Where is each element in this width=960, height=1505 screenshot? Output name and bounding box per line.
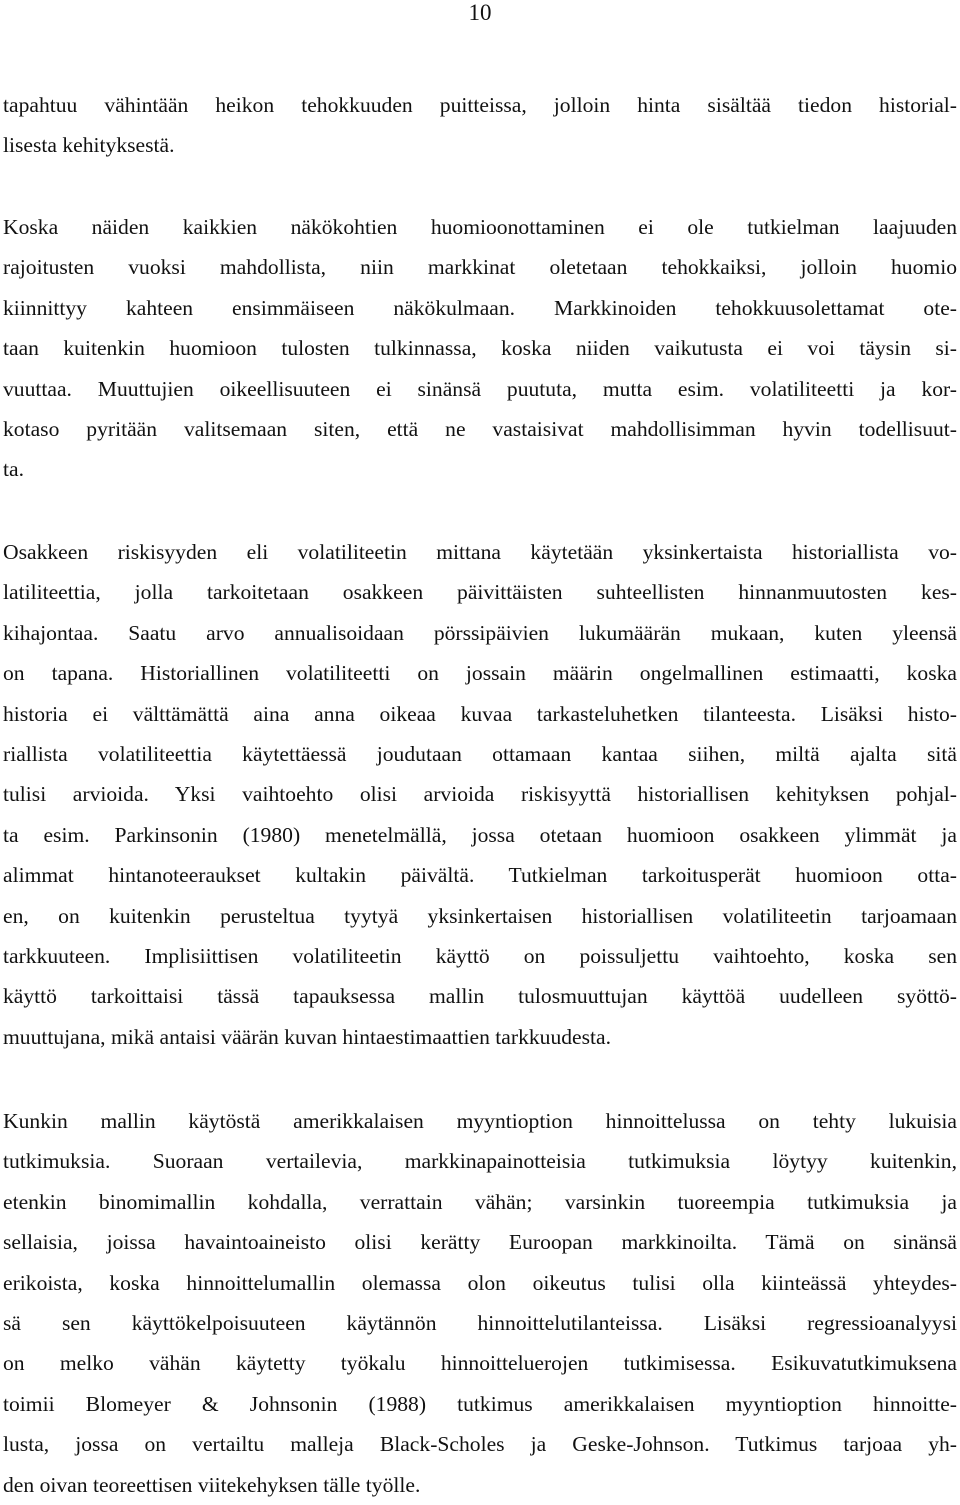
text-line: vuuttaa. Muuttujien oikeellisuuteen ei sinänsä puututa, mutta esim. volatiliteetti ja kor- bbox=[3, 376, 957, 401]
paragraph-1 bbox=[3, 85, 957, 166]
text-line: sellaisia, joissa havaintoaineisto olisi kerätty Euroopan markkinoilta. Tämä on sinänsä bbox=[3, 1230, 957, 1255]
text-line: kiinnittyy kahteen ensimmäiseen näkökulmaan. Markkinoiden tehokkuusolettamat ote- bbox=[3, 295, 957, 320]
text-line: Koska näiden kaikkien näkökohtien huomioonottaminen ei ole tutkielman laajuuden bbox=[3, 215, 957, 239]
text-line: on tapana. Historiallinen volatiliteetti on jossain määrin ongelmallinen estimaatti, koska bbox=[3, 661, 957, 686]
text-line: taan kuitenkin huomioon tulosten tulkinnassa, koska niiden vaikutusta ei voi täysin si- bbox=[3, 336, 957, 361]
text-line: latiliteettia, jolla tarkoitetaan osakkeen päivittäisten suhteellisten hinnanmuutosten kes- bbox=[3, 580, 957, 605]
text-line: kihajontaa. Saatu arvo annualisoidaan pörssipäivien lukumäärän mukaan, kuten yleensä bbox=[3, 620, 957, 645]
page-number: 10 bbox=[468, 0, 492, 25]
text-line: lusta, jossa on vertailtu malleja Black-Scholes ja Geske-Johnson. Tutkimus tarjoaa yh- bbox=[3, 1432, 957, 1457]
text-line: den oivan teoreettisen viitekehyksen tälle työlle. bbox=[3, 1472, 421, 1497]
text-line: kotaso pyritään valitsemaan siten, että ne vastaisivat mahdollisimman hyvin todellisuut- bbox=[3, 417, 957, 442]
text-line: lisesta kehityksestä. bbox=[3, 133, 175, 158]
text-line: käyttö tarkoittaisi tässä tapauksessa mallin tulosmuuttujan käyttöä uudelleen syöttö- bbox=[3, 984, 957, 1009]
text-line: etenkin binomimallin kohdalla, verrattain vähän; varsinkin tuoreempia tutkimuksia ja bbox=[3, 1189, 957, 1214]
text-line: rajoitusten vuoksi mahdollista, niin markkinat oletetaan tehokkaiksi, jolloin huomio bbox=[3, 255, 957, 280]
text-line: erikoista, koska hinnoittelumallin olemassa olon oikeutus tulisi olla kiinteässä yhteydes- bbox=[3, 1270, 957, 1295]
text-line: toimii Blomeyer & Johnsonin (1988) tutkimus amerikkalaisen myyntioption hinnoitte- bbox=[3, 1391, 957, 1416]
text-line: historia ei välttämättä aina anna oikeaa kuvaa tarkasteluhetken tilanteesta. Lisäksi histo- bbox=[3, 701, 957, 726]
text-line: alimmat hintanoteeraukset kultakin päivältä. Tutkielman tarkoitusperät huomioon otta- bbox=[3, 863, 957, 888]
text-line: sä sen käyttökelpoisuuteen käytännön hinnoittelutilanteissa. Lisäksi regressioanalyysi bbox=[3, 1311, 957, 1336]
text-line: tarkkuuteen. Implisiittisen volatiliteetin käyttö on poissuljettu vaihtoehto, koska sen bbox=[3, 944, 957, 969]
text-line: tapahtuu vähintään heikon tehokkuuden puitteissa, jolloin hinta sisältää tiedon historial- bbox=[3, 93, 957, 117]
text-line: ta. bbox=[3, 457, 24, 482]
paragraph-4 bbox=[3, 1101, 957, 1505]
text-line: riallista volatiliteettia käytettäessä joudutaan ottamaan kantaa siihen, miltä ajalta sitä bbox=[3, 742, 957, 767]
text-line: muuttujana, mikä antaisi väärän kuvan hintaestimaattien tarkkuudesta. bbox=[3, 1024, 612, 1049]
paragraph-2 bbox=[3, 207, 957, 490]
text-line: tutkimuksia. Suoraan vertailevia, markkinapainotteisia tutkimuksia löytyy kuitenkin, bbox=[3, 1149, 957, 1174]
paragraph-3 bbox=[3, 532, 957, 1057]
text-line: en, on kuitenkin perusteltua tyytyä yksinkertaisen historiallisen volatiliteetin tarjoamaan bbox=[3, 903, 957, 928]
text-line: Osakkeen riskisyyden eli volatiliteetin mittana käytetään yksinkertaista historiallista vo- bbox=[3, 540, 957, 564]
text-line: on melko vähän käytetty työkalu hinnoitteluerojen tutkimisessa. Esikuvatutkimuksena bbox=[3, 1351, 957, 1376]
text-line: tulisi arvioida. Yksi vaihtoehto olisi arvioida riskisyyttä historiallisen kehityksen pohjal- bbox=[3, 782, 957, 807]
text-line: Kunkin mallin käytöstä amerikkalaisen myyntioption hinnoittelussa on tehty lukuisia bbox=[3, 1109, 957, 1133]
text-line: ta esim. Parkinsonin (1980) menetelmällä, jossa otetaan huomioon osakkeen ylimmät ja bbox=[3, 822, 957, 847]
